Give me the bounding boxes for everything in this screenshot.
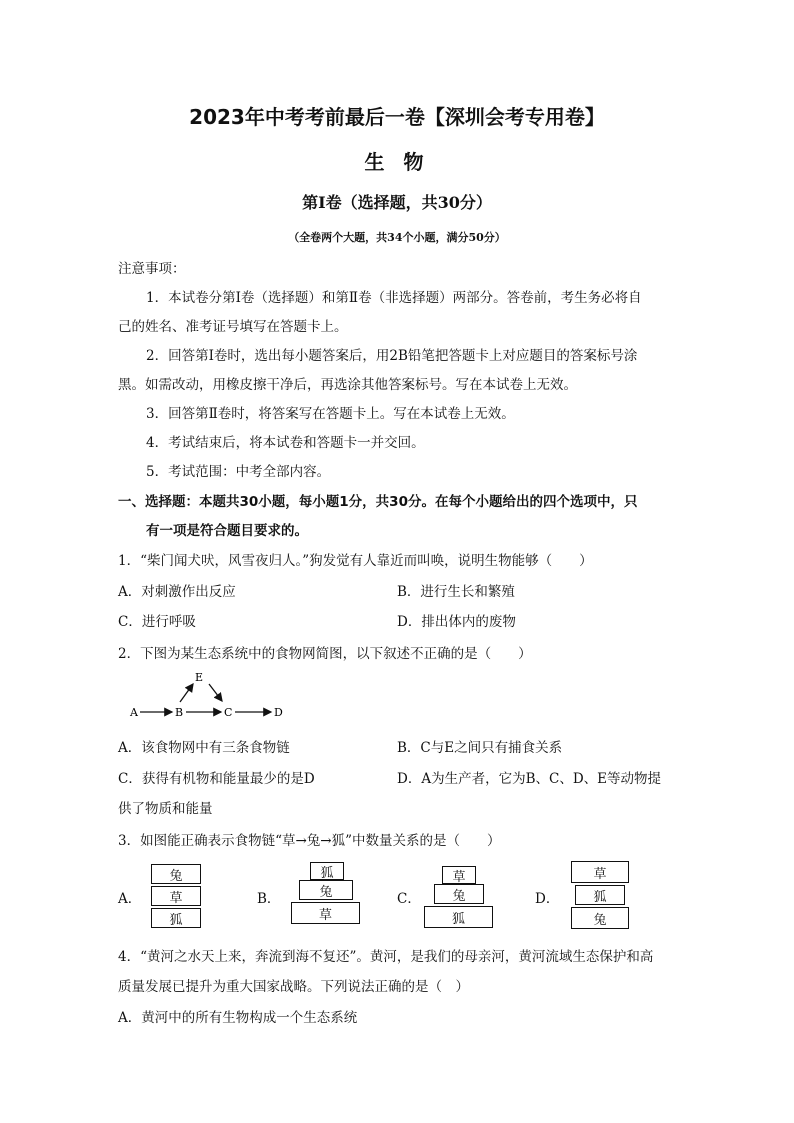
pyramid-level: 草 <box>442 866 476 884</box>
node-d: D <box>274 706 283 719</box>
note-line: 5．考试范围：中考全部内容。 <box>146 464 331 480</box>
pyramid-level: 兔 <box>299 880 353 900</box>
exam-scope: （全卷两个大题，共34个小题，满分50分） <box>288 231 506 244</box>
q2-option-a: A．该食物网中有三条食物链 <box>118 740 290 756</box>
node-a: A <box>130 706 138 719</box>
q2-option-b: B．C与E之间只有捕食关系 <box>397 740 563 756</box>
q2-option-d: D．A为生产者，它为B、C、D、E等动物提 <box>397 771 662 787</box>
pyramid-level: 狐 <box>310 862 344 880</box>
pyramid-level: 兔 <box>571 907 629 929</box>
note-line: 黑。如需改动，用橡皮擦干净后，再选涂其他答案标号。写在本试卷上无效。 <box>118 377 577 393</box>
subject-title: 生 物 <box>364 150 430 174</box>
pyramid-level: 狐 <box>424 906 493 928</box>
notes-heading: 注意事项： <box>118 261 186 277</box>
note-line: 己的姓名、准考证号填写在答题卡上。 <box>118 319 348 335</box>
arrow-b-e <box>180 684 193 702</box>
q4-option-a: A．黄河中的所有生物构成一个生态系统 <box>118 1010 358 1026</box>
part-title: 第Ⅰ卷（选择题，共30分） <box>302 193 492 212</box>
food-web-diagram <box>118 668 298 724</box>
q3-option-c-label: C． <box>397 891 421 907</box>
q1-option-b: B．进行生长和繁殖 <box>397 584 515 600</box>
q2-option-c: C．获得有机物和能量最少的是D <box>118 771 315 787</box>
q1-option-a: A．对刺激作出反应 <box>118 584 236 600</box>
q1-option-c: C．进行呼吸 <box>118 614 196 630</box>
exam-title: 2023年中考考前最后一卷【深圳会考专用卷】 <box>189 105 605 129</box>
q1-option-d: D．排出体内的废物 <box>397 614 516 630</box>
pyramid-level: 草 <box>151 886 201 906</box>
pyramid-level: 草 <box>291 902 360 924</box>
note-line: 2．回答第Ⅰ卷时，选出每小题答案后，用2B铅笔把答题卡上对应题目的答案标号涂 <box>146 348 638 364</box>
arrow-e-c <box>209 684 222 701</box>
section-heading: 一、选择题：本题共30小题，每小题1分，共30分。在每个小题给出的四个选项中，只 <box>118 494 638 510</box>
question-3-stem: 3．如图能正确表示食物链“草→兔→狐”中数量关系的是（ ） <box>118 833 501 849</box>
pyramid-level: 狐 <box>151 908 201 928</box>
q3-option-b-label: B． <box>257 891 281 907</box>
section-heading-cont: 有一项是符合题目要求的。 <box>146 523 308 539</box>
note-line: 1．本试卷分第Ⅰ卷（选择题）和第Ⅱ卷（非选择题）两部分。答卷前，考生务必将自 <box>146 290 642 306</box>
note-line: 4．考试结束后，将本试卷和答题卡一并交回。 <box>146 435 425 451</box>
node-b: B <box>175 706 184 719</box>
q3-option-d-label: D． <box>535 891 560 907</box>
pyramid-level: 兔 <box>434 884 484 904</box>
question-4-stem: 4．“黄河之水天上来，奔流到海不复还”。黄河，是我们的母亲河，黄河流域生态保护和高 <box>118 949 654 965</box>
node-c: C <box>224 706 233 719</box>
q2-option-d-cont: 供了物质和能量 <box>118 801 213 817</box>
node-e: E <box>195 671 204 684</box>
q3-option-a-label: A． <box>118 891 142 907</box>
note-line: 3．回答第Ⅱ卷时，将答案写在答题卡上。写在本试卷上无效。 <box>146 406 515 422</box>
pyramid-level: 狐 <box>575 885 625 905</box>
question-2-stem: 2．下图为某生态系统中的食物网简图，以下叙述不正确的是（ ） <box>118 646 532 662</box>
question-1-stem: 1．“柴门闻犬吠，风雪夜归人。”狗发觉有人靠近而叫唤，说明生物能够（ ） <box>118 553 593 569</box>
pyramid-level: 兔 <box>151 864 201 884</box>
pyramid-level: 草 <box>571 861 629 883</box>
question-4-stem-cont: 质量发展已提升为重大国家战略。下列说法正确的是（ ） <box>118 979 469 995</box>
